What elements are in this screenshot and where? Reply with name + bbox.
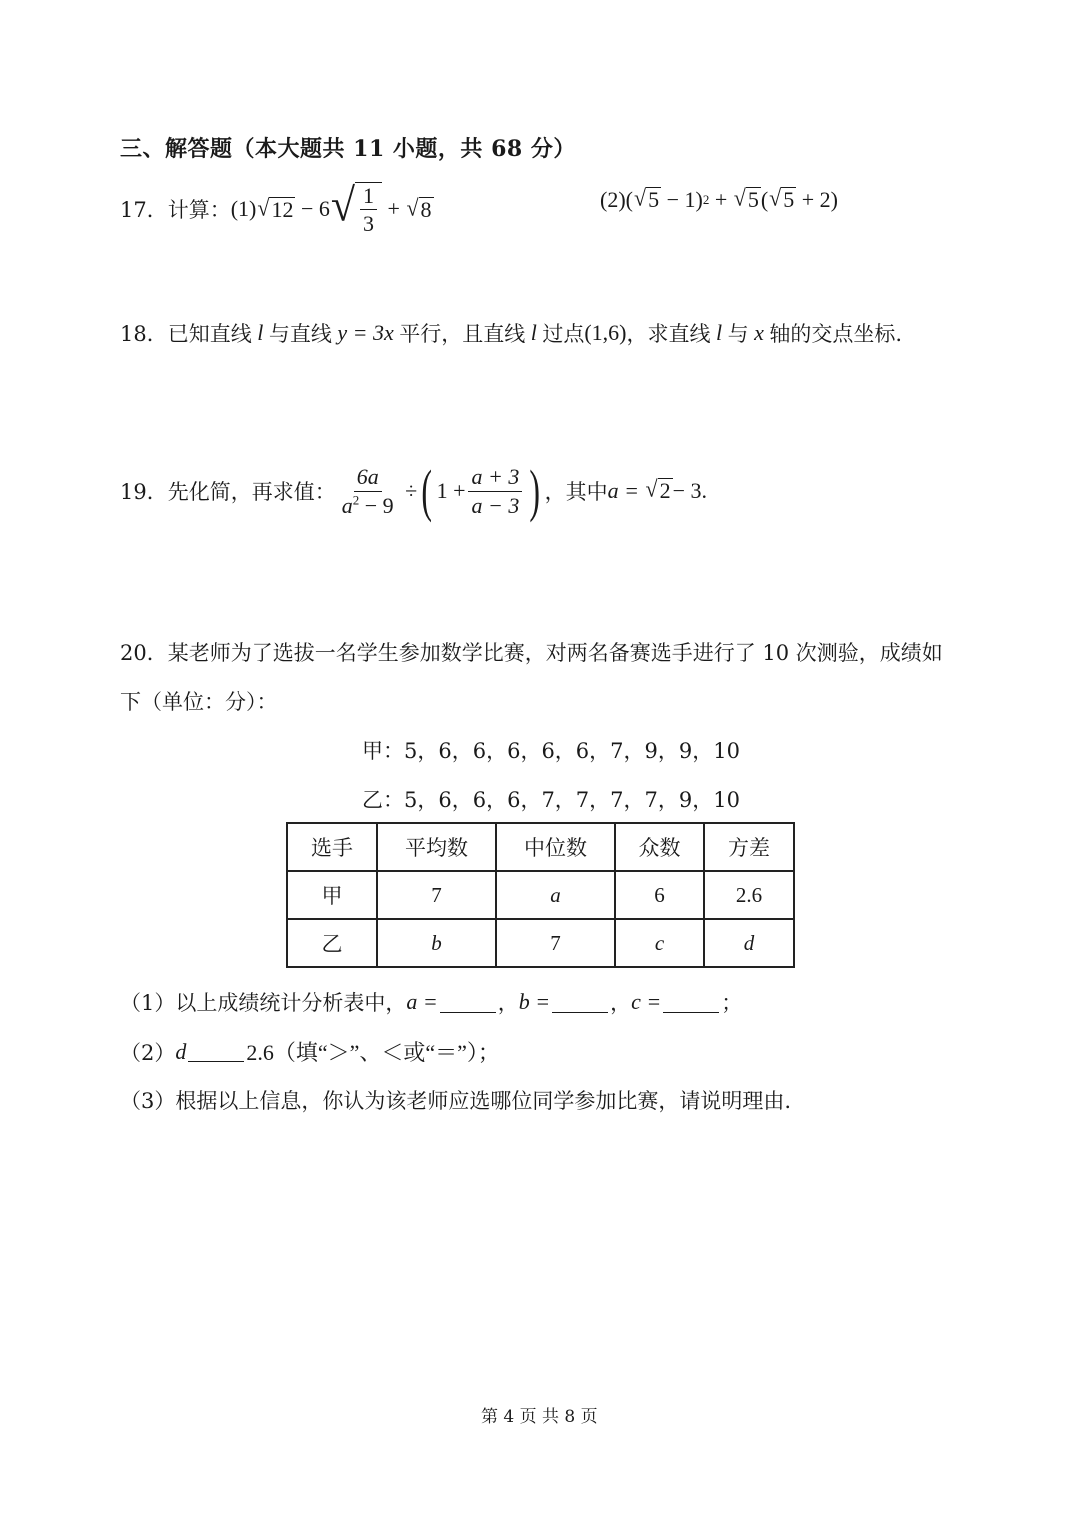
table-header: 选手 [287,823,377,871]
question-number: 17． [120,198,168,223]
sqrt-8: √ 8 [406,193,432,222]
table-cell: 7 [496,919,615,967]
expression-part1: (1) √ 12 − 6 √ $\frac{1}{3}$ + √ 8 [230,179,432,237]
scores-yi: 乙：5，6，6，6，7，7，7，7，9，10 [362,788,740,812]
question-18: 18． 已知直线 l 与直线 y = 3x 平行，且直线 l 过点 (1,6) ，求直线 l 与 x 轴的交点坐标. [120,320,903,346]
sub-question-1: （1）以上成绩统计分析表中， a = ， b = ， c = ； [120,989,743,1015]
line-equation: y = 3x [337,320,394,345]
page-number: 第 4 页 共 8 页 [481,1407,598,1427]
answer-blank-a[interactable] [440,992,496,1013]
table-cell: a [496,871,615,919]
table-header: 平均数 [377,823,496,871]
table-header-row [287,823,794,871]
section-heading: 三、解答题（本大题共 11 小题，共 68 分） [120,136,576,162]
question-17 [120,179,434,237]
table-row [287,871,794,919]
table-cell: 7 [377,871,496,919]
table-cell: 6 [615,871,704,919]
table-header: 众数 [615,823,704,871]
answer-blank-d[interactable] [188,1041,244,1062]
sub-question-3: （3）根据以上信息，你认为该老师应选哪位同学参加比赛，请说明理由. [120,1089,792,1113]
question-19: 19． 先化简，再求值： $\frac{6a}{a^2 - 9}$ ÷ ( 1 + $\frac{a + 3}{a - 3}$ ) ，其中 a = √ 2 − 3 . [120,458,708,523]
table-cell: b [377,919,496,967]
question-prompt: 计算： [167,198,231,223]
point: (1,6) [584,320,627,345]
answer-blank-b[interactable] [552,992,608,1013]
sqrt-fraction: √ $\frac{1}{3}$ [331,182,382,237]
statistics-table [286,822,795,968]
table-row [287,919,794,967]
table-header: 方差 [704,823,794,871]
question-number: 19． [120,480,168,504]
sub-question-2: （2） d 2.6（填“＞”、＜或“＝”）； [120,1038,500,1065]
table-cell: d [704,919,794,967]
table-cell: 甲 [287,871,377,919]
question-20-line2: 下（单位：分）： [120,690,278,714]
sqrt-12: √ 12 [257,193,294,222]
table-cell: c [615,919,704,967]
table-header: 中位数 [496,823,615,871]
scores-jia: 甲：5，6，6，6，6，6，7，9，9，10 [362,739,740,763]
expression-part2: (2) ( √ 5 − 1 ) 2 + √ 5 ( √ 5 + 2 ) [600,184,838,213]
expression: $\frac{6a}{a^2 - 9}$ ÷ ( 1 + $\frac{a + 3}{a - 3}$ ) [341,458,541,523]
question-20-line1: 20．某老师为了选拔一名学生参加数学比赛，对两名备赛选手进行了 10 次测验，成绩如 [120,641,943,665]
question-number: 20． [120,641,168,665]
answer-blank-c[interactable] [663,992,719,1013]
question-number: 18． [120,322,168,346]
table-cell: 乙 [287,919,377,967]
table-cell: 2.6 [704,871,794,919]
